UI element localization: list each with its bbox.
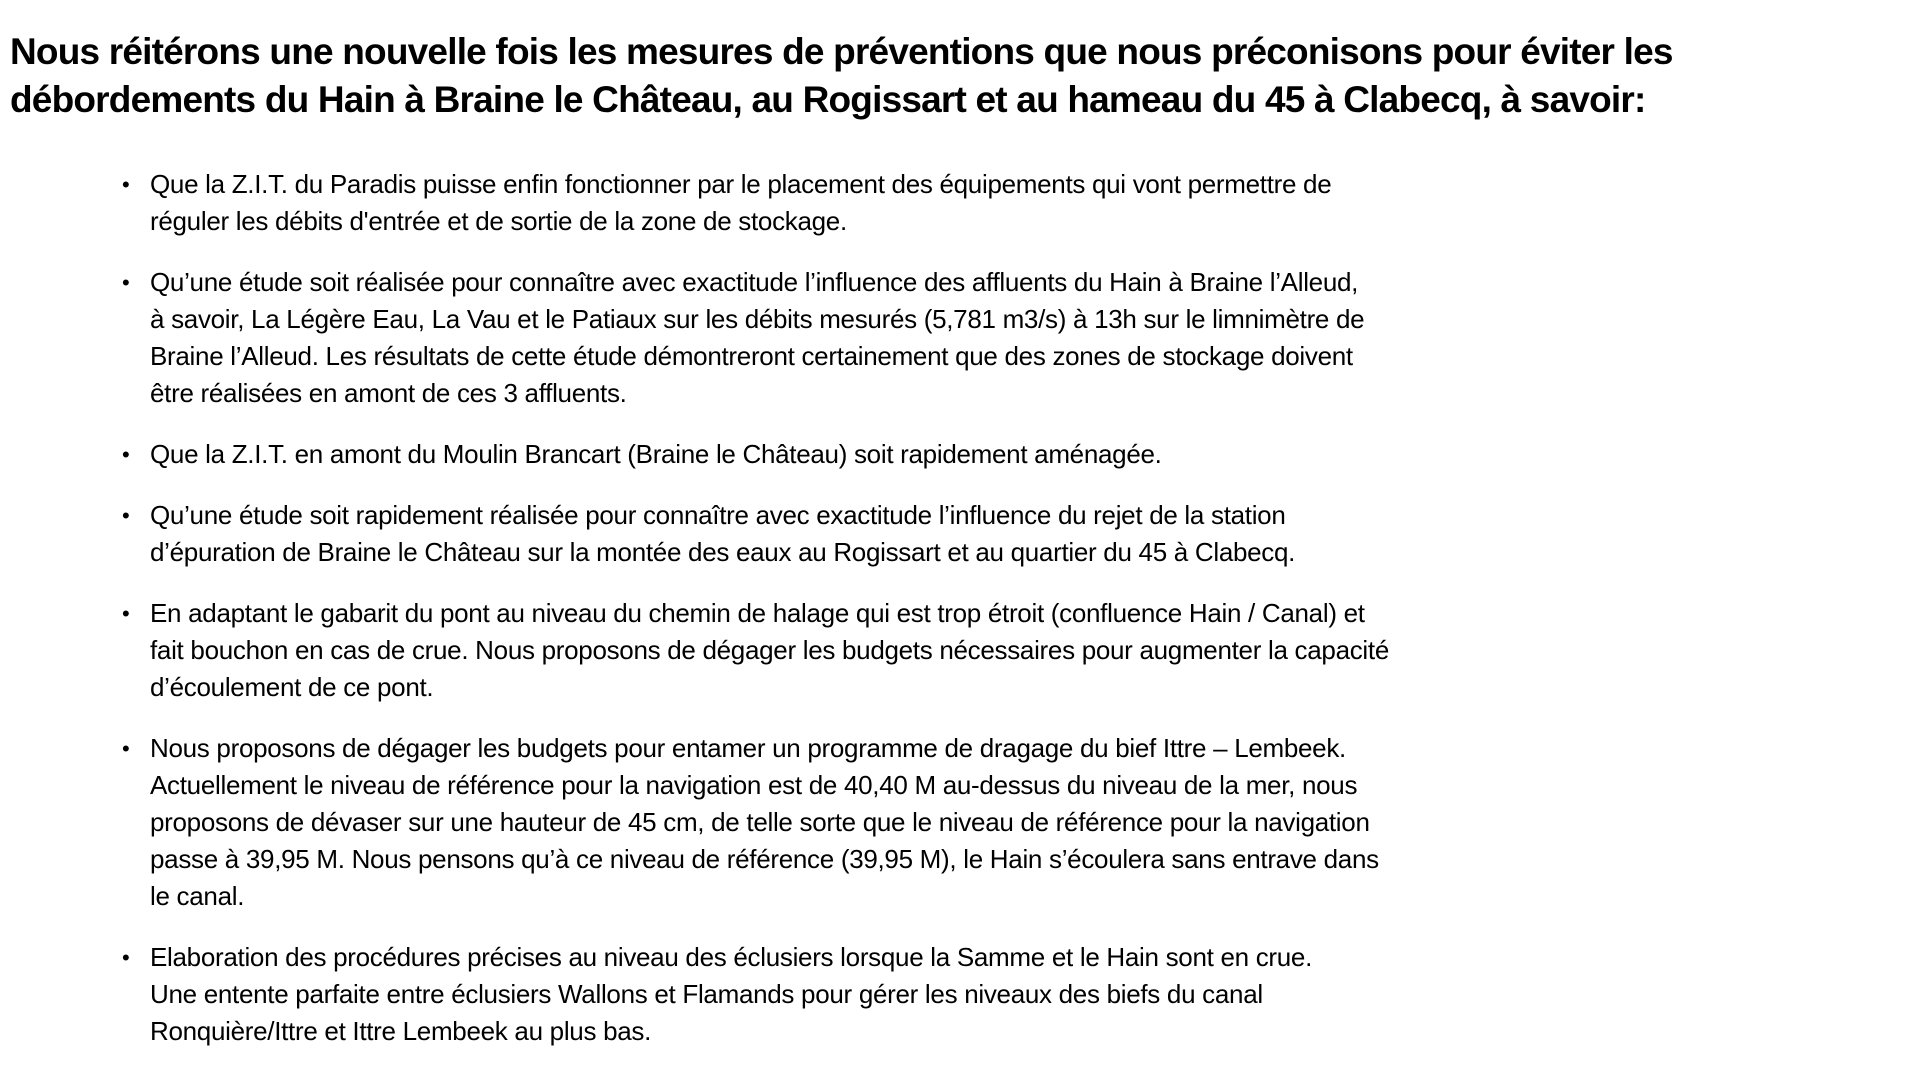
bullet-text [150, 436, 1389, 473]
bullet-line: réguler les débits d'entrée et de sortie de la zone de stockage. [150, 206, 847, 236]
bullet-item [122, 436, 1389, 473]
bullet-line: proposons de dévaser sur une hauteur de 45 cm, de telle sorte que le niveau de référence pour la navigation [150, 807, 1370, 837]
bullet-marker: • [122, 442, 130, 467]
bullet-line: d’épuration de Braine le Château sur la montée des eaux au Rogissart et au quartier du 45 à Clabecq. [150, 537, 1296, 567]
bullet-item [122, 730, 1389, 915]
bullet-line: Ronquière/Ittre et Ittre Lembeek au plus bas. [150, 1016, 652, 1046]
slide-title [10, 28, 1673, 124]
bullet-line: fait bouchon en cas de crue. Nous proposons de dégager les budgets nécessaires pour augmenter la capacité [150, 635, 1389, 665]
bullet-marker: • [122, 736, 130, 761]
slide-title-line-2: débordements du Hain à Braine le Château, au Rogissart et au hameau du 45 à Clabecq, à savoir: [10, 79, 1646, 120]
bullet-line: être réalisées en amont de ces 3 affluents. [150, 378, 627, 408]
bullet-text [150, 730, 1389, 915]
bullet-item [122, 497, 1389, 571]
bullet-text [150, 939, 1389, 1050]
bullet-text [150, 166, 1389, 240]
bullet-item [122, 166, 1389, 240]
bullet-line: Elaboration des procédures précises au niveau des éclusiers lorsque la Samme et le Hain sont en crue. [150, 942, 1313, 972]
bullet-line: Que la Z.I.T. du Paradis puisse enfin fonctionner par le placement des équipements qui vont permettre de [150, 169, 1332, 199]
bullet-line: Une entente parfaite entre éclusiers Wallons et Flamands pour gérer les niveaux des biefs du canal [150, 979, 1263, 1009]
bullet-line: Que la Z.I.T. en amont du Moulin Brancart (Braine le Château) soit rapidement aménagée. [150, 439, 1162, 469]
bullet-marker: • [122, 270, 130, 295]
bullet-line: Actuellement le niveau de référence pour la navigation est de 40,40 M au-dessus du niveau de la mer, nous [150, 770, 1358, 800]
bullet-text [150, 595, 1389, 706]
bullet-line: d’écoulement de ce pont. [150, 672, 434, 702]
bullet-line: passe à 39,95 M. Nous pensons qu’à ce niveau de référence (39,95 M), le Hain s’écoulera sans entrave dans [150, 844, 1379, 874]
bullet-line: à savoir, La Légère Eau, La Vau et le Patiaux sur les débits mesurés (5,781 m3/s) à 13h sur le limnimètre de [150, 304, 1365, 334]
bullet-item [122, 939, 1389, 1050]
bullet-line: En adaptant le gabarit du pont au niveau du chemin de halage qui est trop étroit (confluence Hain / Canal) et [150, 598, 1365, 628]
bullet-marker: • [122, 601, 130, 626]
bullet-text [150, 264, 1389, 412]
slide-title-line-1: Nous réitérons une nouvelle fois les mesures de préventions que nous préconisons pour éviter les [10, 31, 1673, 72]
bullet-line: le canal. [150, 881, 245, 911]
bullet-marker: • [122, 945, 130, 970]
bullet-line: Braine l’Alleud. Les résultats de cette étude démontreront certainement que des zones de stockage doivent [150, 341, 1353, 371]
bullet-item [122, 264, 1389, 412]
bullet-marker: • [122, 172, 130, 197]
bullet-line: Qu’une étude soit rapidement réalisée pour connaître avec exactitude l’influence du rejet de la station [150, 500, 1286, 530]
bullet-marker: • [122, 503, 130, 528]
bullet-list [122, 166, 1389, 1074]
bullet-line: Nous proposons de dégager les budgets pour entamer un programme de dragage du bief Ittre – Lembeek. [150, 733, 1346, 763]
bullet-line: Qu’une étude soit réalisée pour connaître avec exactitude l’influence des affluents du Hain à Braine l’Alleud, [150, 267, 1359, 297]
bullet-item [122, 595, 1389, 706]
bullet-text [150, 497, 1389, 571]
